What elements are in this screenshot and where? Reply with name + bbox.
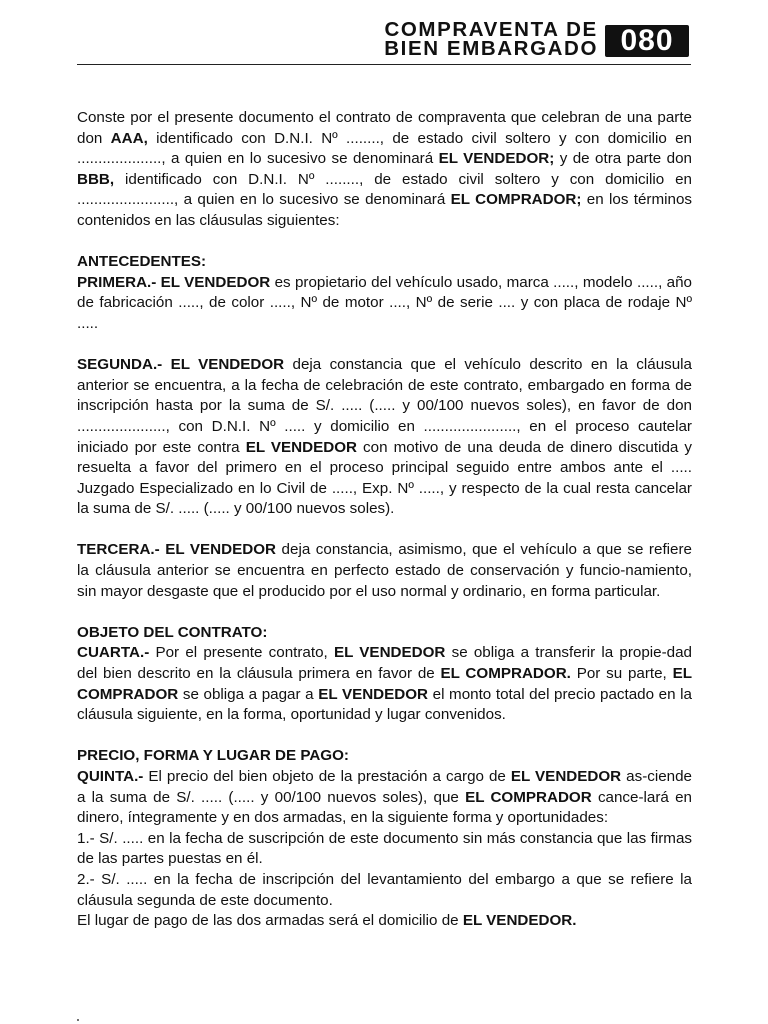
section-heading-antecedentes: ANTECEDENTES: [77, 253, 207, 271]
section-heading-objeto: OBJETO DEL CONTRATO: [77, 623, 268, 641]
clause-text: as-ciende a la suma de S/. ..... (..... y 00/100 nuevos soles), que [77, 768, 693, 806]
clause-primera [77, 273, 692, 335]
clause-text: cance-lará en dinero, íntegramente y en dos armadas, en la siguiente forma y oportunidades: [77, 788, 692, 827]
payment-place [77, 911, 692, 932]
title-line-1: COMPRAVENTA DE [384, 18, 598, 41]
spacer [77, 232, 692, 253]
party-bbb: BBB, [77, 170, 115, 188]
party-aaa: AAA, [110, 129, 148, 147]
payment-item-2: 2.- S/. ..... en la fecha de inscripción del levantamiento del embargo a que se refiere la cláusula segunda de este documento. [77, 870, 692, 909]
seller-term: EL VENDEDOR [245, 438, 357, 456]
seller-term: EL VENDEDOR [318, 685, 429, 703]
buyer-term: EL COMPRADOR. [440, 665, 571, 683]
seller-term: EL VENDEDOR. [462, 912, 577, 930]
clause-segunda [77, 355, 692, 520]
clause-text: El precio del bien objeto de la prestación a cargo de [143, 768, 511, 785]
document-header [0, 0, 768, 66]
clause-text: con motivo de una deuda de dinero discutida y resuelta a favor del primero en el proceso principal seguido entre ambos ante el ..... Juzgado Especializado en lo Civil de ....., Exp. Nº ....., y respecto de la cual resta cancelar la suma de S/. ..... (..... y 00/100 nuevos soles). [77, 438, 693, 518]
intro-text: y de otra parte don [554, 150, 692, 168]
spacer [77, 726, 692, 747]
clause-text: el monto total del precio pactado en la cláusula siguiente, en la forma, oportunidad y lugar convenidos. [77, 685, 692, 724]
buyer-term: EL COMPRADOR [77, 665, 692, 703]
page-mark [77, 1019, 79, 1021]
clause-tercera [77, 540, 692, 602]
clause-text: deja constancia que el vehículo descrito en la cláusula anterior se encuentra, a la fecha de celebración de este contrato, embargado en forma de inscripción hasta por la suma de S/. ..... (..... y 00/100 nuevos soles), en favor de don ....................., con D.N.I. Nº ..... y domicilio en ......................, en el proceso cautelar iniciado por este contra [77, 356, 692, 456]
clause-text: se obliga a transferir la propie-dad del bien descrito en la cláusula primera en favor de [77, 644, 692, 683]
document-title [384, 20, 598, 58]
clause-label: QUINTA.- [77, 768, 144, 785]
clause-text: se obliga a pagar a [178, 685, 319, 703]
section-heading-precio: PRECIO, FORMA Y LUGAR DE PAGO: [77, 747, 349, 765]
clause-text: Por su parte, [570, 665, 673, 683]
intro-text: identificado con D.N.I. Nº ........, de estado civil soltero y con domicilio en ......................., a quien en lo sucesivo se denominará [77, 170, 692, 209]
intro-text: identificado con D.N.I. Nº ........, de estado civil soltero y con domicilio en ...................., a quien en lo sucesivo se denominará [77, 129, 692, 168]
clause-text: es propietario del vehículo usado, marca ....., modelo ....., año de fabricación ....., de color ....., Nº de motor ...., Nº de serie .... y con placa de rodaje Nº ..... [77, 273, 692, 332]
document-number-badge: 080 [605, 25, 689, 57]
clause-label: TERCERA.- EL VENDEDOR [77, 541, 276, 559]
spacer [77, 602, 692, 623]
clause-label: SEGUNDA.- EL VENDEDOR [77, 356, 285, 374]
buyer-term: EL COMPRADOR; [450, 191, 582, 209]
seller-term: EL VENDEDOR [510, 768, 622, 785]
clause-text: El lugar de pago de las dos armadas será el domicilio de [77, 912, 463, 930]
title-line-2: BIEN EMBARGADO [384, 37, 598, 60]
document-body [77, 108, 692, 932]
buyer-term: EL COMPRADOR [465, 788, 592, 806]
spacer [77, 335, 692, 356]
intro-text: Conste por el presente documento el contrato de compraventa que celebran de una parte don [77, 109, 692, 147]
intro-text: en los términos contenidos en las cláusulas siguientes: [77, 191, 692, 229]
intro-paragraph [77, 108, 692, 232]
header-rule [77, 64, 691, 65]
spacer [77, 520, 692, 541]
clause-label: CUARTA.- [77, 644, 150, 662]
clause-quinta [77, 767, 692, 829]
clause-text: deja constancia, asimismo, que el vehículo a que se refiere la cláusula anterior se encuentra en perfecto estado de conservación y funcio-namiento, sin mayor desgaste que el producido por el uso normal y ordinario, en forma particular. [77, 541, 692, 600]
clause-cuarta [77, 643, 692, 725]
clause-text: Por el presente contrato, [149, 644, 334, 662]
seller-term: EL VENDEDOR; [438, 150, 555, 168]
payment-item-1: 1.- S/. ..... en la fecha de suscripción de este documento sin más constancia que las firmas de las partes puestas en él. [77, 829, 692, 868]
clause-label: PRIMERA.- EL VENDEDOR [77, 273, 271, 291]
seller-term: EL VENDEDOR [333, 644, 446, 662]
